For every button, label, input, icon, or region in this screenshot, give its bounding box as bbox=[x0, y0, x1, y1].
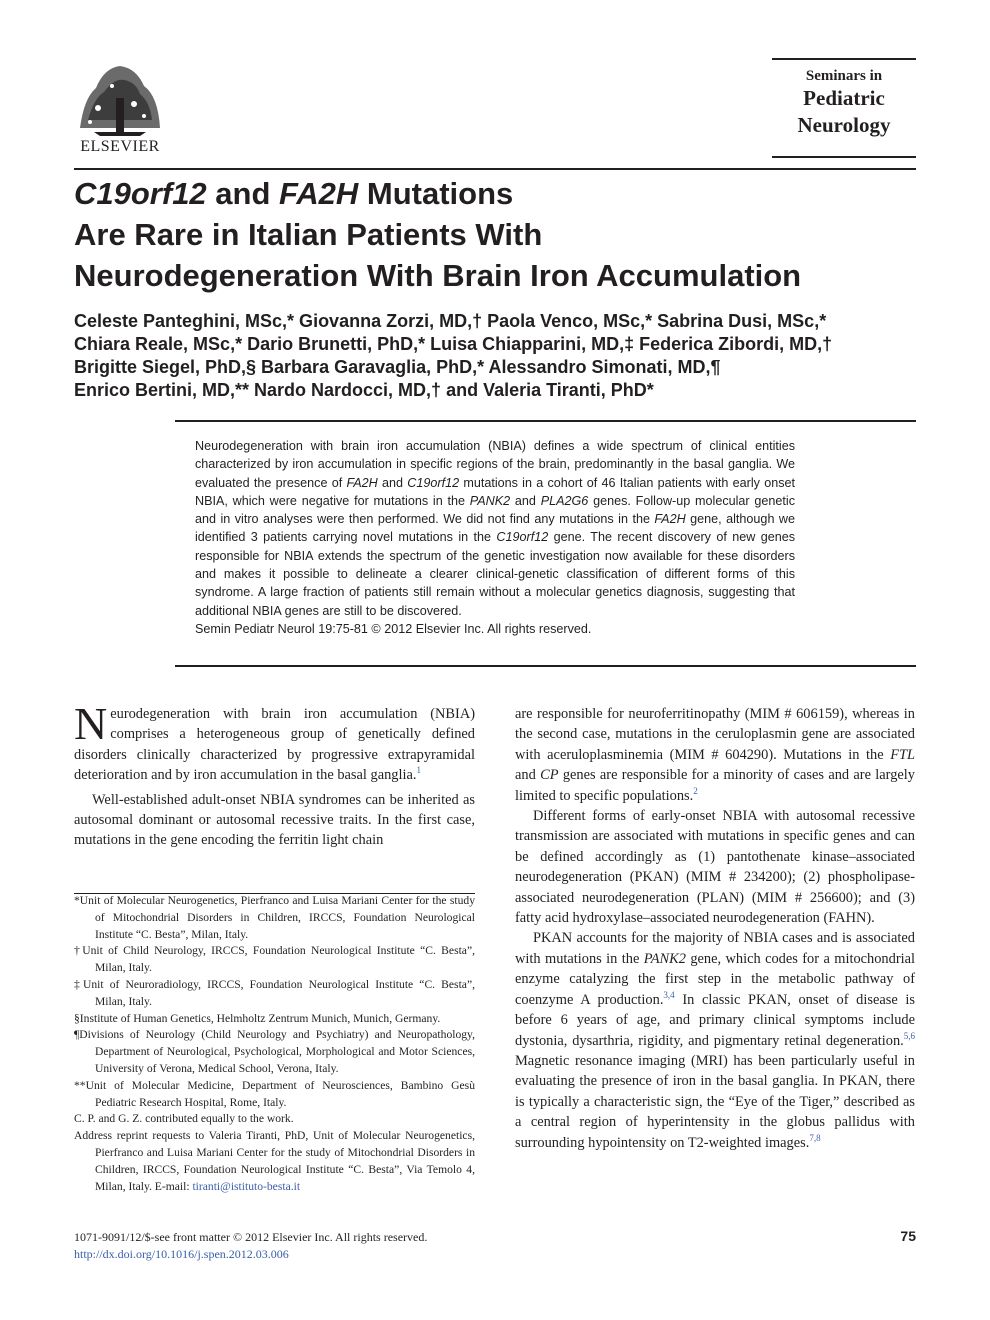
abstract-text: and bbox=[510, 493, 541, 508]
body-text: Magnetic resonance imaging (MRI) has been particularly useful in evaluating the presence of iron in the basal ganglia. In PKAN, there is typically a characteristic sign, the “Eye of the Tiger,” described as a central region of hyperintensity in the globus pallidus with surrounding hypointensity on T2-weighted images. bbox=[515, 1052, 915, 1151]
footnote: ‡Unit of Neuroradiology, IRCCS, Foundation Neurological Institute “C. Besta”, Milan, Italy. bbox=[74, 977, 475, 1008]
abstract-bottom-rule bbox=[175, 665, 916, 667]
page-number: 75 bbox=[900, 1228, 916, 1244]
header-rule bbox=[74, 168, 916, 170]
gene-name: PANK2 bbox=[643, 950, 686, 967]
footnote: §Institute of Human Genetics, Helmholtz Zentrum Munich, Munich, Germany. bbox=[74, 1011, 441, 1025]
journal-name-line: Neurology bbox=[797, 113, 891, 137]
body-paragraph bbox=[74, 698, 475, 786]
footnote bbox=[74, 1128, 475, 1195]
footnote: ¶Divisions of Neurology (Child Neurology and Psychiatry) and Neuropathology, Department of Neurological, Psychological, Morphological and Motor Sciences, University of Verona, Medical School, Verona, Italy. bbox=[74, 1028, 475, 1075]
body-text: are responsible for neuroferritinopathy (MIM # 606159), whereas in the second case, mutations in the ceruloplasmin gene are associated with aceruloplasminemia (MIM # 604290). Mutations in the bbox=[515, 706, 915, 763]
body-paragraph: Different forms of early-onset NBIA with autosomal recessive transmission are associated with mutations in specific genes and can be defined accordingly as (1) pantothenate kinase–associated neurodegeneration (PKAN) (MIM # 234200); (2) phospholipase-associated neurodegeneration (PLAN) (MIM # 256600); and (3) fatty acid hydroxylase–associated neurodegeneration (FAHN). bbox=[515, 808, 915, 927]
footer-info bbox=[74, 1229, 427, 1263]
gene-name: C19orf12 bbox=[496, 530, 549, 545]
gene-name: FTL bbox=[890, 746, 915, 763]
gene-name: C19orf12 bbox=[407, 475, 460, 490]
body-column-left bbox=[74, 698, 475, 851]
author-line: Enrico Bertini, MD,** Nardo Nardocci, MD,† and Valeria Tiranti, PhD* bbox=[74, 380, 654, 400]
author-line: Chiara Reale, MSc,* Dario Brunetti, PhD,* Luisa Chiapparini, MD,‡ Federica Zibordi, MD,† bbox=[74, 334, 833, 354]
title-line: Neurodegeneration With Brain Iron Accumulation bbox=[74, 258, 802, 293]
author-line: Brigitte Siegel, PhD,§ Barbara Garavaglia, PhD,* Alessandro Simonati, MD,¶ bbox=[74, 357, 721, 377]
gene-name: CP bbox=[540, 767, 559, 784]
journal-name-large bbox=[772, 85, 916, 139]
body-text: and bbox=[515, 767, 541, 784]
title-text: Mutations bbox=[358, 176, 514, 211]
reference-link[interactable]: 3,4 bbox=[663, 989, 675, 1000]
abstract-text: and bbox=[377, 475, 408, 490]
gene-name: C19orf12 bbox=[74, 176, 207, 211]
abstract-text: gene. The recent discovery of new genes responsible for NBIA extends the spectrum of the genetic investigation now available for these disorders and makes it possible to delineate a clearer clinical-genetic classification of different forms of this syndrome. A large fraction of patients still remain without a molecular genetics diagnosis, suggesting that additional NBIA genes are still to be discovered. bbox=[195, 530, 796, 618]
reference-link[interactable]: 7,8 bbox=[809, 1132, 821, 1143]
abstract-citation: Semin Pediatr Neurol 19:75-81 © 2012 Elsevier Inc. All rights reserved. bbox=[195, 621, 592, 636]
gene-name: PANK2 bbox=[469, 493, 511, 508]
body-paragraph: Well-established adult-onset NBIA syndromes can be inherited as autosomal dominant or autosomal recessive traits. In the first case, mutations in the gene encoding the ferritin light chain bbox=[74, 791, 475, 849]
title-text: and bbox=[206, 176, 280, 211]
footnote: C. P. and G. Z. contributed equally to the work. bbox=[74, 1112, 294, 1126]
journal-name-small: Seminars in bbox=[805, 68, 883, 84]
body-text: genes are responsible for a minority of cases and are largely limited to specific populations. bbox=[515, 767, 915, 804]
publisher-name: ELSEVIER bbox=[80, 138, 160, 155]
gene-name: PLA2G6 bbox=[540, 493, 589, 508]
abstract-top-rule bbox=[175, 420, 916, 422]
gene-name: FA2H bbox=[279, 176, 359, 211]
drop-cap: N bbox=[74, 698, 108, 749]
gene-name: FA2H bbox=[346, 475, 378, 490]
body-text: PKAN accounts for the majority of NBIA cases and is associated with mutations in the bbox=[515, 930, 915, 967]
journal-masthead bbox=[772, 58, 916, 158]
body-paragraph bbox=[515, 704, 915, 806]
body-text: eurodegeneration with brain iron accumulation (NBIA) comprises a heterogeneous group of genetically defined disorders clinically characterized by progressive extrapyramidal deterioration and by iron accumulation in the basal ganglia. bbox=[74, 706, 475, 784]
issn-line: 1071-9091/12/$-see front matter © 2012 Elsevier Inc. All rights reserved. bbox=[74, 1230, 428, 1244]
body-text: In classic PKAN, onset of disease is before 6 years of age, and primary clinical symptoms include dystonia, dysarthria, rigidity, and pigmentary retinal degeneration. bbox=[515, 991, 915, 1049]
abstract-text: mutations in a cohort of 46 Italian patients with early onset NBIA, which were negative for mutations in the bbox=[195, 475, 796, 508]
footnote: †Unit of Child Neurology, IRCCS, Foundation Neurological Institute “C. Besta”, Milan, Italy. bbox=[74, 944, 475, 975]
email-link[interactable]: tiranti@istituto-besta.it bbox=[192, 1179, 301, 1193]
article-title bbox=[74, 173, 916, 296]
reference-link[interactable]: 5,6 bbox=[903, 1030, 915, 1041]
author-line: Celeste Panteghini, MSc,* Giovanna Zorzi, MD,† Paola Venco, MSc,* Sabrina Dusi, MSc,* bbox=[74, 311, 827, 331]
doi-link[interactable]: http://dx.doi.org/10.1016/j.spen.2012.03.006 bbox=[74, 1247, 289, 1261]
body-paragraph bbox=[515, 928, 915, 1152]
footnote: **Unit of Molecular Medicine, Department of Neurosciences, Bambino Gesù Pediatric Research Hospital, Rome, Italy. bbox=[74, 1078, 475, 1109]
footnote: *Unit of Molecular Neurogenetics, Pierfranco and Luisa Mariani Center for the study of Mitochondrial Disorders in Children, IRCCS, Foundation Neurological Institute “C. Besta”, Milan, Italy. bbox=[74, 894, 475, 941]
affiliation-footnotes bbox=[74, 893, 475, 1195]
title-line: Are Rare in Italian Patients With bbox=[74, 217, 543, 252]
author-list bbox=[74, 310, 916, 402]
body-text: gene, which codes for a mitochondrial enzyme catalyzing the first step in the metabolic pathway of coenzyme A production. bbox=[515, 950, 915, 1008]
abstract-text: Neurodegeneration with brain iron accumulation (NBIA) defines a wide spectrum of clinical entities characterized by iron accumulation in specific regions of the brain, predominantly in the basal ganglia. We evaluated the presence of bbox=[195, 439, 795, 490]
reference-link[interactable]: 1 bbox=[416, 765, 421, 776]
footnote-text: Address reprint requests to Valeria Tiranti, PhD, Unit of Molecular Neurogenetics, Pierfranco and Luisa Mariani Center for the study of Mitochondrial Disorders in Children, IRCCS, Foundation Neurological Institute “C. Besta”, Via Temolo 4, Milan, Italy. E-mail: bbox=[74, 1129, 475, 1193]
journal-name-line: Pediatric bbox=[803, 86, 885, 110]
abstract-text: genes. Follow-up molecular genetic and in vitro analyses were then performed. We did not find any mutations in the bbox=[195, 493, 795, 527]
abstract bbox=[195, 437, 795, 638]
body-column-right bbox=[515, 704, 915, 1153]
abstract-text: gene, although we identified 3 patients carrying novel mutations in the bbox=[195, 512, 796, 545]
reference-link[interactable]: 2 bbox=[693, 785, 698, 796]
gene-name: FA2H bbox=[654, 512, 686, 527]
